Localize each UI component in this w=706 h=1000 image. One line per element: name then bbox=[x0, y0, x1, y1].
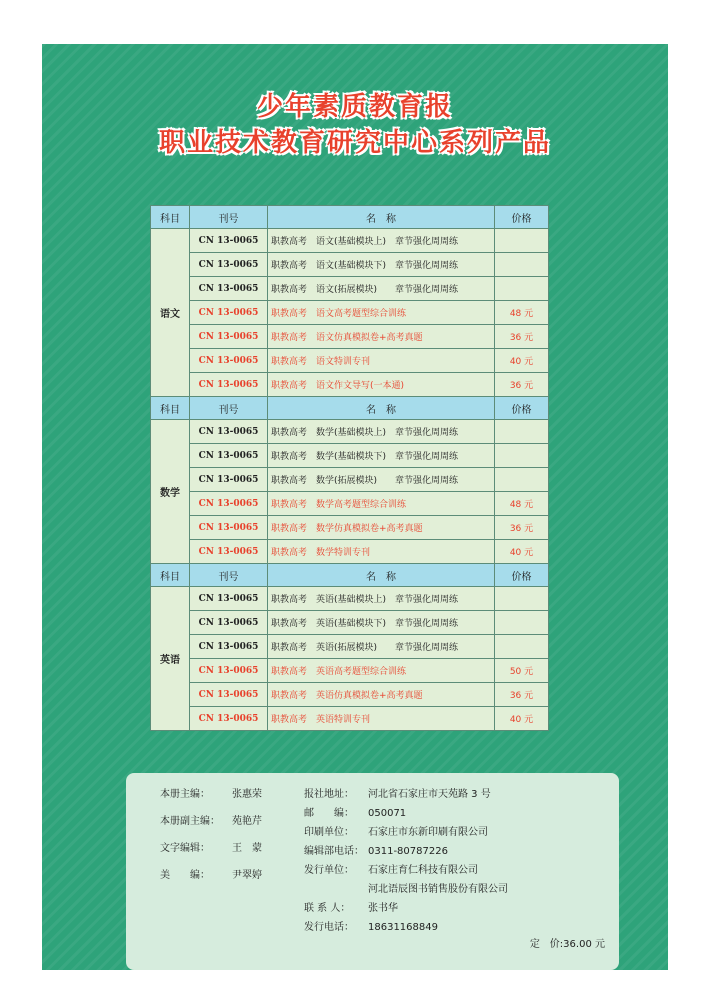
title-newspaper: 少年素质教育报 bbox=[256, 92, 453, 122]
product-name-cell: 职教高考 语文仿真模拟卷+高考真题 bbox=[268, 325, 495, 349]
issue-code-cell: CN 13-0065 bbox=[190, 492, 268, 516]
table-row bbox=[151, 373, 549, 397]
table-row bbox=[151, 659, 549, 683]
credit-value: 尹翠婷 bbox=[232, 870, 262, 881]
publisher-label: 发行电话： bbox=[304, 922, 354, 933]
product-name-cell: 职教高考 数学特训专刊 bbox=[268, 540, 495, 564]
publisher-value: 石家庄育仁科技有限公司 bbox=[368, 865, 478, 876]
issue-code-cell: CN 13-0065 bbox=[190, 635, 268, 659]
info-panel bbox=[126, 773, 619, 970]
issue-code-cell: CN 13-0065 bbox=[190, 229, 268, 253]
issue-code-cell: CN 13-0065 bbox=[190, 373, 268, 397]
credit-row bbox=[160, 866, 262, 881]
publisher-row bbox=[304, 804, 406, 819]
price-cell bbox=[495, 587, 549, 611]
price-cell bbox=[495, 611, 549, 635]
table-row bbox=[151, 301, 549, 325]
price-cell: 36 元 bbox=[495, 373, 549, 397]
publisher-row bbox=[304, 842, 448, 857]
publisher-label: 印刷单位： bbox=[304, 827, 354, 838]
publisher-value: 河北省石家庄市天苑路 3 号 bbox=[368, 789, 491, 800]
table-row bbox=[151, 277, 549, 301]
publisher-label: 编辑部电话： bbox=[304, 846, 364, 857]
price-cell: 36 元 bbox=[495, 683, 549, 707]
issue-code-cell: CN 13-0065 bbox=[190, 707, 268, 731]
products-table bbox=[150, 205, 549, 731]
credit-row bbox=[160, 812, 262, 827]
publisher-label: 发行单位： bbox=[304, 865, 354, 876]
table-row bbox=[151, 492, 549, 516]
header-subject: 科目 bbox=[151, 397, 190, 420]
product-name-cell: 职教高考 英语特训专刊 bbox=[268, 707, 495, 731]
header-subject: 科目 bbox=[151, 206, 190, 229]
publisher-row bbox=[304, 861, 478, 876]
header-subject: 科目 bbox=[151, 564, 190, 587]
issue-code-cell: CN 13-0065 bbox=[190, 253, 268, 277]
product-name-cell: 职教高考 数学(拓展模块) 章节强化周周练 bbox=[268, 468, 495, 492]
publisher-value: 050071 bbox=[368, 808, 407, 819]
issue-code-cell: CN 13-0065 bbox=[190, 277, 268, 301]
product-name-cell: 职教高考 英语高考题型综合训练 bbox=[268, 659, 495, 683]
product-name-cell: 职教高考 语文(基础模块上) 章节强化周周练 bbox=[268, 229, 495, 253]
header-name: 名 称 bbox=[268, 206, 495, 229]
table-row bbox=[151, 253, 549, 277]
credit-value: 苑艳芹 bbox=[232, 816, 262, 827]
credit-value: 张惠荣 bbox=[232, 789, 262, 800]
price-cell: 48 元 bbox=[495, 301, 549, 325]
price-cell bbox=[495, 468, 549, 492]
table-row bbox=[151, 349, 549, 373]
publisher-value: 18631168849 bbox=[368, 922, 438, 933]
publisher-row bbox=[304, 823, 488, 838]
table-row bbox=[151, 420, 549, 444]
issue-code-cell: CN 13-0065 bbox=[190, 349, 268, 373]
price-cell bbox=[495, 253, 549, 277]
header-name: 名 称 bbox=[268, 564, 495, 587]
price-cell: 40 元 bbox=[495, 349, 549, 373]
table-row bbox=[151, 683, 549, 707]
price-cell bbox=[495, 229, 549, 253]
issue-code-cell: CN 13-0065 bbox=[190, 420, 268, 444]
header-code: 刊号 bbox=[190, 397, 268, 420]
publisher-row bbox=[304, 785, 491, 800]
product-name-cell: 职教高考 数学(基础模块上) 章节强化周周练 bbox=[268, 420, 495, 444]
issue-code-cell: CN 13-0065 bbox=[190, 325, 268, 349]
product-name-cell: 职教高考 数学仿真模拟卷+高考真题 bbox=[268, 516, 495, 540]
credit-label: 美 编： bbox=[160, 870, 210, 881]
subject-cell: 英语 bbox=[151, 587, 190, 731]
product-name-cell: 职教高考 数学高考题型综合训练 bbox=[268, 492, 495, 516]
table-row bbox=[151, 468, 549, 492]
table-row bbox=[151, 444, 549, 468]
table-header-row bbox=[151, 206, 549, 229]
product-name-cell: 职教高考 数学(基础模块下) 章节强化周周练 bbox=[268, 444, 495, 468]
header-price: 价格 bbox=[495, 206, 549, 229]
price-cell bbox=[495, 635, 549, 659]
credit-row bbox=[160, 785, 262, 800]
publisher-value: 石家庄市东新印刷有限公司 bbox=[368, 827, 488, 838]
publisher-value: 河北语辰图书销售股份有限公司 bbox=[368, 884, 508, 895]
credit-label: 本册副主编： bbox=[160, 816, 220, 827]
price-cell: 36 元 bbox=[495, 325, 549, 349]
issue-code-cell: CN 13-0065 bbox=[190, 301, 268, 325]
table-header-row bbox=[151, 564, 549, 587]
issue-code-cell: CN 13-0065 bbox=[190, 540, 268, 564]
header-price: 价格 bbox=[495, 564, 549, 587]
credit-value: 王 蒙 bbox=[232, 843, 262, 854]
price-cell: 48 元 bbox=[495, 492, 549, 516]
issue-code-cell: CN 13-0065 bbox=[190, 587, 268, 611]
publisher-value: 张书华 bbox=[368, 903, 398, 914]
product-name-cell: 职教高考 英语(基础模块下) 章节强化周周练 bbox=[268, 611, 495, 635]
publisher-label: 报社地址： bbox=[304, 789, 354, 800]
table-row bbox=[151, 540, 549, 564]
subject-cell: 语文 bbox=[151, 229, 190, 397]
product-name-cell: 职教高考 语文特训专刊 bbox=[268, 349, 495, 373]
credit-label: 本册主编： bbox=[160, 789, 210, 800]
price-cell: 40 元 bbox=[495, 707, 549, 731]
publisher-label: 邮 编： bbox=[304, 808, 354, 819]
table-row bbox=[151, 611, 549, 635]
price-cell bbox=[495, 444, 549, 468]
product-name-cell: 职教高考 语文(基础模块下) 章节强化周周练 bbox=[268, 253, 495, 277]
price-cell: 50 元 bbox=[495, 659, 549, 683]
product-name-cell: 职教高考 语文作文导写(一本通) bbox=[268, 373, 495, 397]
header-code: 刊号 bbox=[190, 206, 268, 229]
publisher-row bbox=[304, 918, 438, 933]
header-code: 刊号 bbox=[190, 564, 268, 587]
issue-code-cell: CN 13-0065 bbox=[190, 468, 268, 492]
issue-code-cell: CN 13-0065 bbox=[190, 683, 268, 707]
product-name-cell: 职教高考 英语仿真模拟卷+高考真题 bbox=[268, 683, 495, 707]
table-row bbox=[151, 229, 549, 253]
issue-code-cell: CN 13-0065 bbox=[190, 659, 268, 683]
price-cell bbox=[495, 277, 549, 301]
product-name-cell: 职教高考 英语(基础模块上) 章节强化周周练 bbox=[268, 587, 495, 611]
publisher-row bbox=[304, 899, 398, 914]
price-cell: 40 元 bbox=[495, 540, 549, 564]
publisher-label: 联 系 人： bbox=[304, 903, 351, 914]
title-series: 职业技术教育研究中心系列产品 bbox=[158, 128, 551, 158]
table-row bbox=[151, 587, 549, 611]
table-row bbox=[151, 635, 549, 659]
product-name-cell: 职教高考 英语(拓展模块) 章节强化周周练 bbox=[268, 635, 495, 659]
credit-label: 文字编辑： bbox=[160, 843, 210, 854]
price-cell: 36 元 bbox=[495, 516, 549, 540]
table-row bbox=[151, 516, 549, 540]
header-price: 价格 bbox=[495, 397, 549, 420]
table-header-row bbox=[151, 397, 549, 420]
total-price: 定 价:36.00 元 bbox=[529, 939, 605, 950]
publisher-value: 0311-80787226 bbox=[368, 846, 448, 857]
table-row bbox=[151, 707, 549, 731]
product-name-cell: 职教高考 语文(拓展模块) 章节强化周周练 bbox=[268, 277, 495, 301]
header-name: 名 称 bbox=[268, 397, 495, 420]
price-cell bbox=[495, 420, 549, 444]
table-row bbox=[151, 325, 549, 349]
publisher-row bbox=[304, 880, 508, 895]
credit-row bbox=[160, 839, 262, 854]
subject-cell: 数学 bbox=[151, 420, 190, 564]
issue-code-cell: CN 13-0065 bbox=[190, 611, 268, 635]
issue-code-cell: CN 13-0065 bbox=[190, 444, 268, 468]
poster-background bbox=[42, 44, 668, 970]
product-name-cell: 职教高考 语文高考题型综合训练 bbox=[268, 301, 495, 325]
issue-code-cell: CN 13-0065 bbox=[190, 516, 268, 540]
